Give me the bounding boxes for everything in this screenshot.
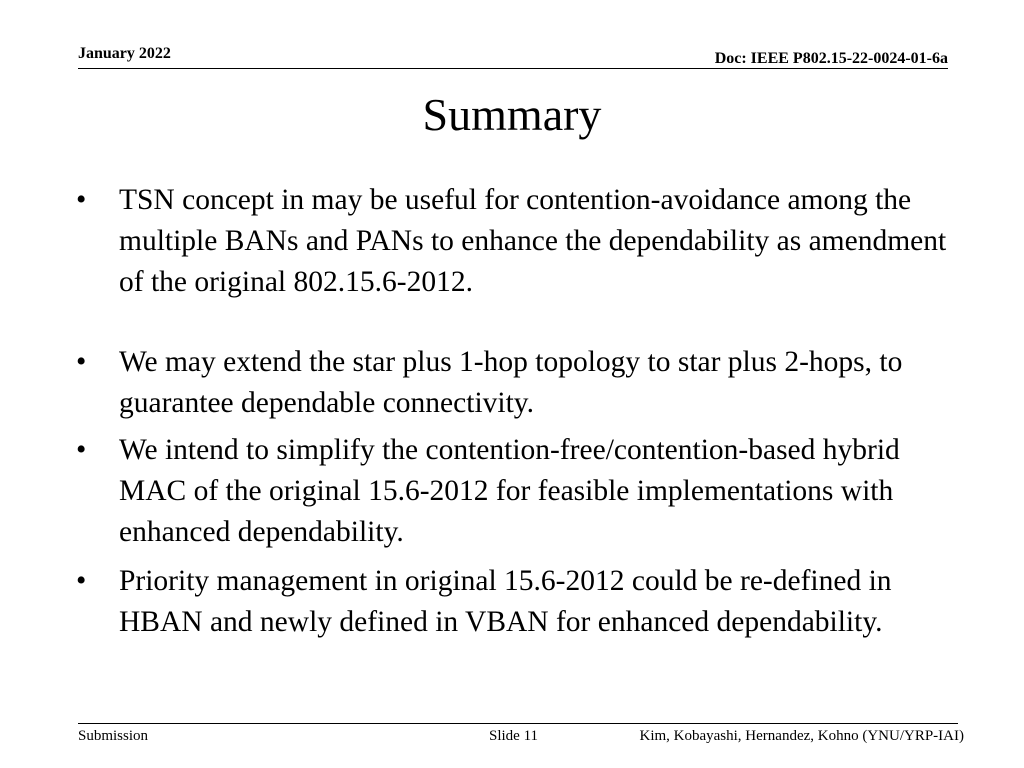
- bullet-dot: •: [76, 346, 87, 378]
- header-doc-id: Doc: IEEE P802.15-22-0024-01-6a: [714, 50, 948, 67]
- bullet-item: [76, 180, 966, 303]
- bullet-list: [76, 180, 966, 643]
- header-date: January 2022: [78, 45, 171, 62]
- bullet-dot: •: [76, 434, 87, 466]
- bullet-dot: •: [76, 565, 87, 597]
- bullet-text: We intend to simplify the contention-free/contention-based hybrid MAC of the original 15.6-2012 for feasible implementations with enhanced dependability.: [119, 434, 900, 548]
- header-divider: [78, 68, 948, 69]
- bullet-text: We may extend the star plus 1-hop topology to star plus 2-hops, to guarantee dependable connectivity.: [119, 346, 903, 419]
- bullet-text: TSN concept in may be useful for contention-avoidance among the multiple BANs and PANs to enhance the dependability as amendment of the original 802.15.6-2012.: [119, 184, 947, 298]
- bullet-item: [76, 342, 966, 424]
- bullet-item: [76, 430, 966, 553]
- slide-title: Summary: [422, 89, 602, 140]
- bullet-item: [76, 561, 966, 643]
- footer-submission: Submission: [78, 728, 149, 744]
- footer-divider: [78, 723, 958, 724]
- bullet-dot: •: [76, 184, 87, 216]
- bullet-text: Priority management in original 15.6-2012 could be re-defined in HBAN and newly defined in VBAN for enhanced dependability.: [119, 565, 892, 638]
- footer-slide-number: Slide 11: [489, 728, 539, 744]
- footer-authors: Kim, Kobayashi, Hernandez, Kohno (YNU/YRP-IAI): [639, 728, 964, 744]
